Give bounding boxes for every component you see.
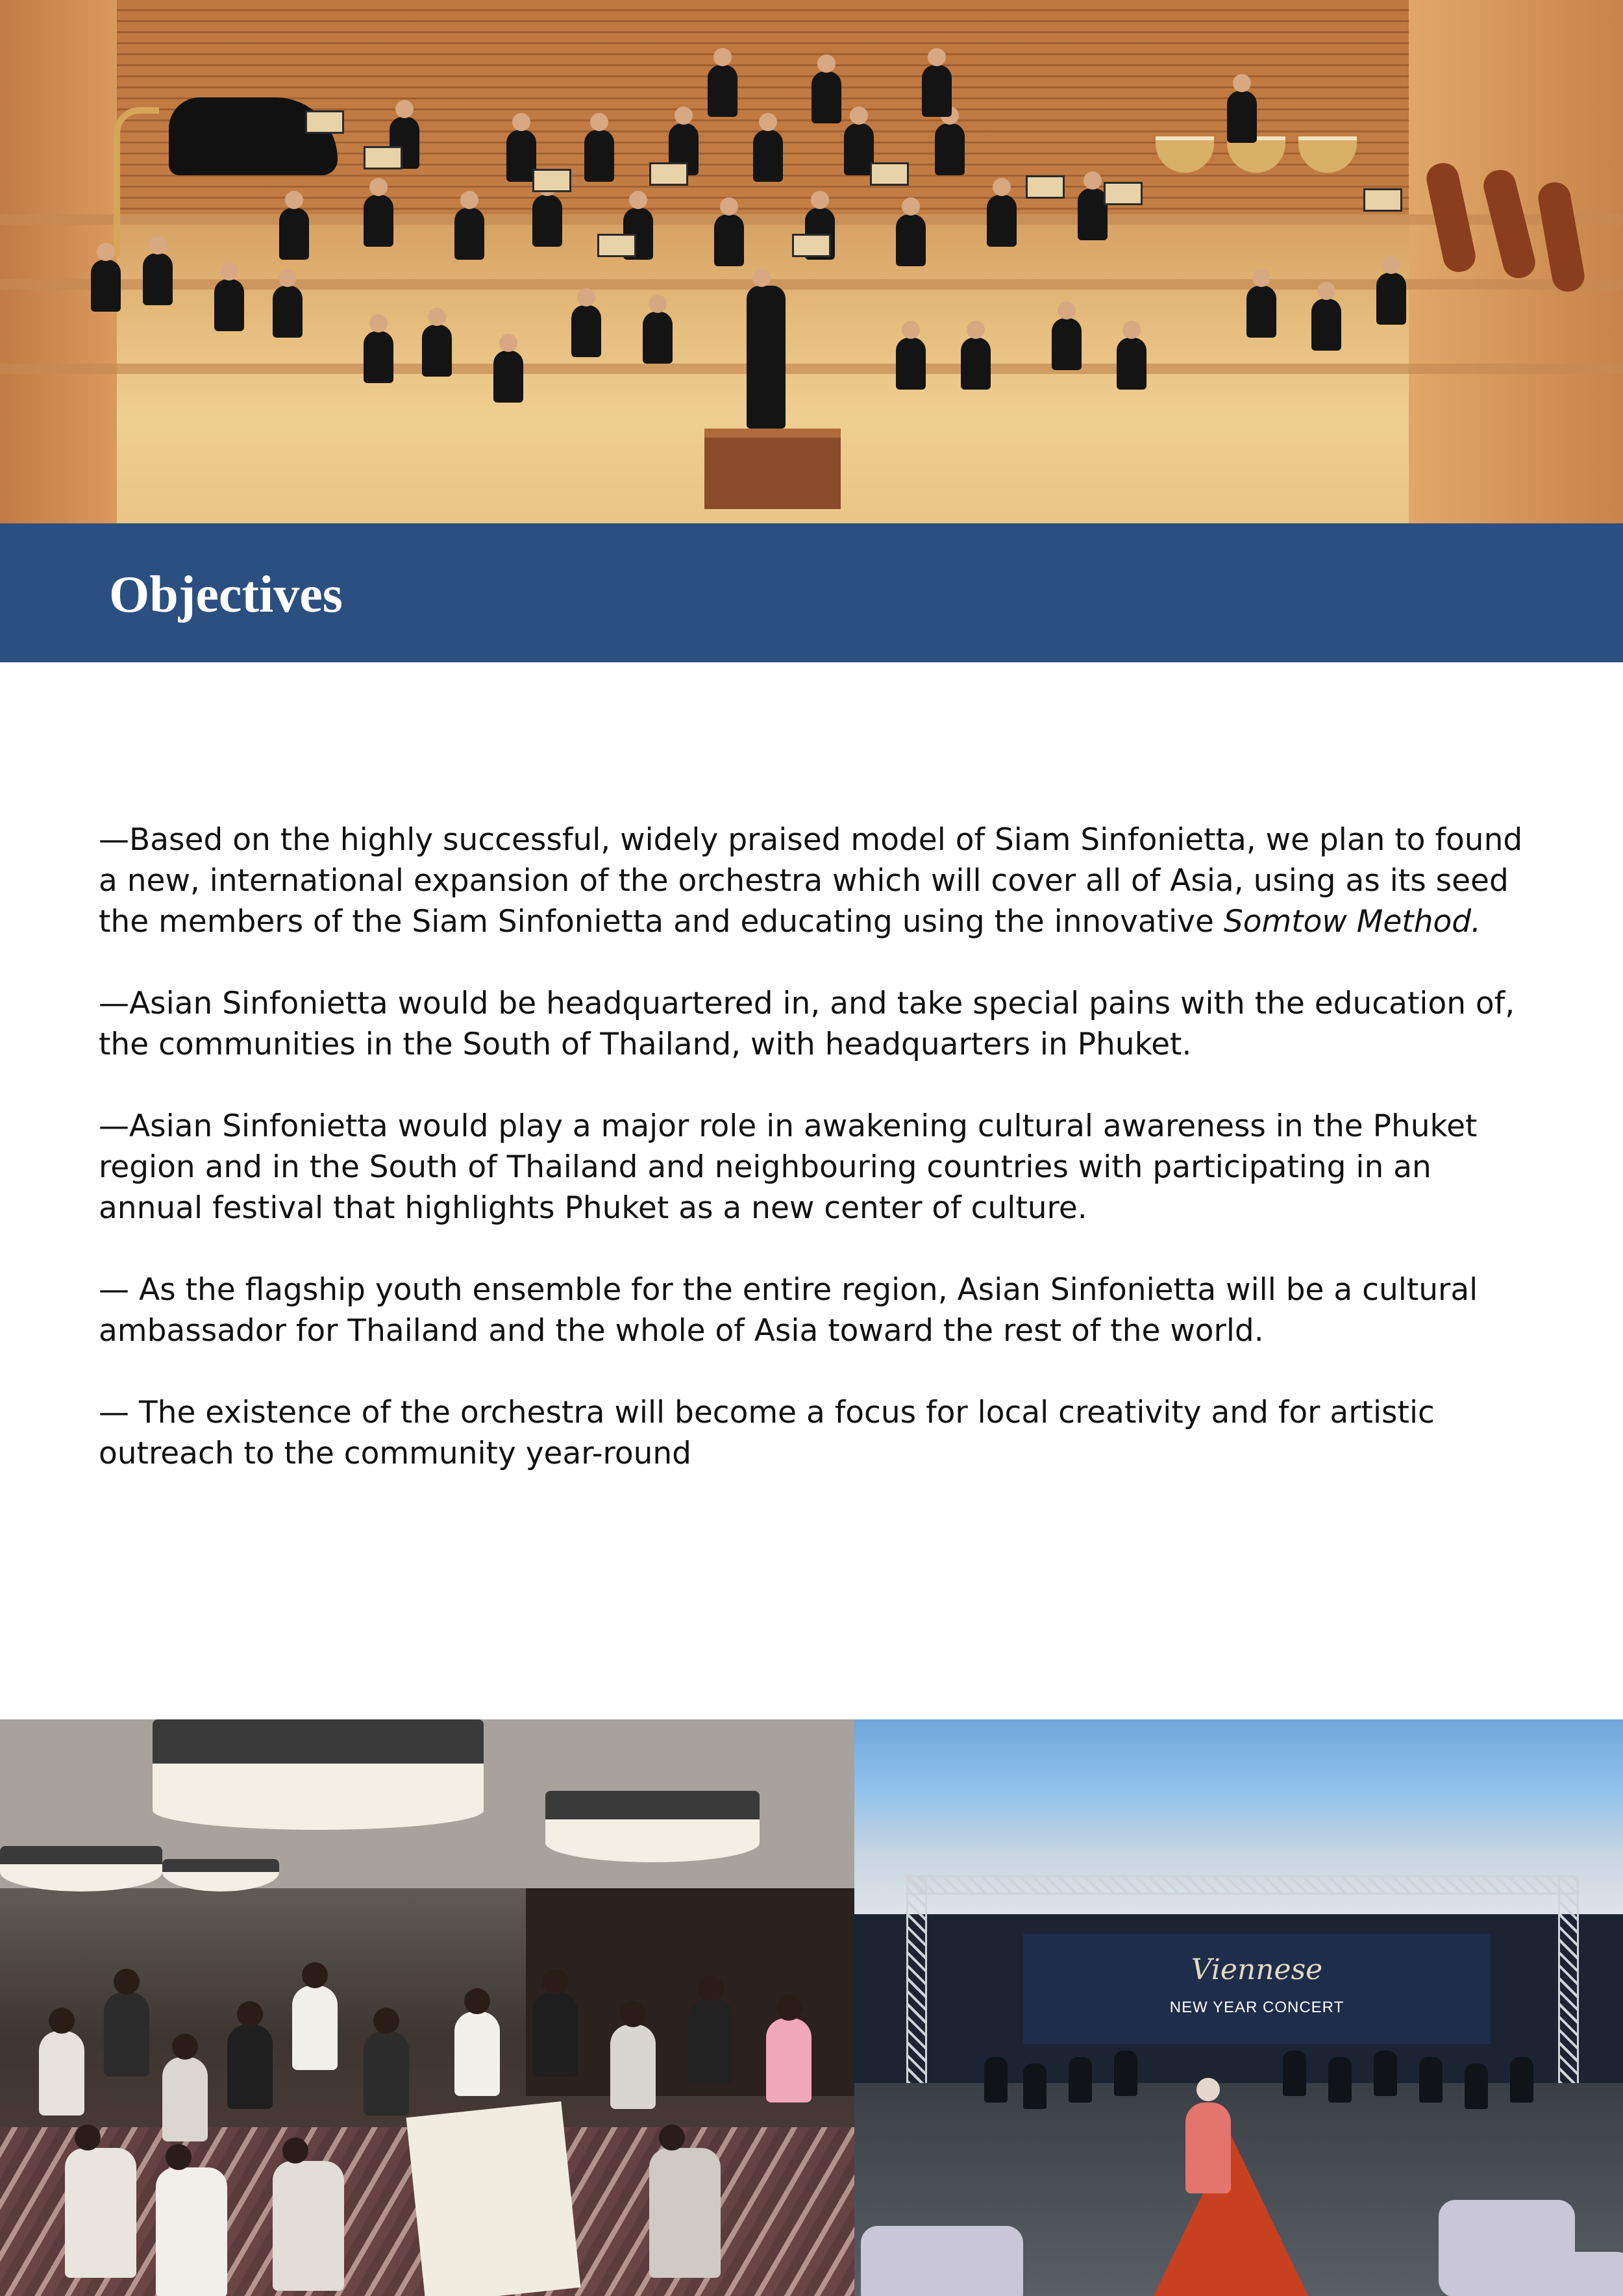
objective-emphasis: Somtow Method. [1223,904,1481,940]
musician [812,71,841,123]
musician [584,130,614,182]
musician [279,208,309,260]
musician [292,1986,338,2070]
musician [143,253,173,305]
musician [984,2057,1008,2103]
conductor [747,286,786,429]
musician [610,2025,656,2109]
musician [104,1992,149,2077]
musician [896,338,926,390]
objective-text: —Based on the highly successful, widely praised model of Siam Sinfonietta, we plan to found a new, international expansion of the orchestra which will cover all of Asia, using as its seed the members of the Siam Sinfonietta and educating using the innovative [99,822,1523,940]
sheet-music [406,2101,581,2296]
musician [714,214,744,266]
musician [91,260,121,312]
musician [454,2012,500,2096]
musician [1023,2064,1047,2109]
musician [493,351,523,403]
objective-item [99,819,1540,942]
music-stand [1104,182,1143,205]
musician [649,2148,721,2278]
page-title: Objectives [109,566,343,623]
musician [896,214,926,266]
music-stand [597,234,636,257]
music-stand [1363,188,1402,212]
pendant-lamp [545,1791,760,1862]
musician [364,195,393,247]
musician [65,2148,136,2278]
musician [1283,2051,1306,2096]
musician [454,208,484,260]
musician [227,2025,273,2109]
lounge-sofa [861,2226,1023,2296]
musician [1069,2057,1092,2103]
musician [214,279,244,331]
music-stand [649,162,688,186]
musician [766,2018,812,2103]
musician [935,123,965,175]
music-stand [305,110,344,134]
rehearsal-photo [0,1719,854,2296]
musician [1052,318,1082,370]
musician [1114,2051,1137,2096]
musician [688,1999,734,2083]
musician [1465,2064,1488,2109]
musician [1117,338,1146,390]
objectives-list [99,819,1540,1515]
musician [1328,2057,1352,2103]
objective-item: — The existence of the orchestra will become a focus for local creativity and for artistic outreach to the community year-round [99,1395,1435,1471]
lounge-sofa [1530,2252,1623,2296]
musician [273,2161,344,2291]
red-carpet [1153,2135,1309,2296]
objective-item: —Asian Sinfonietta would play a major role in awakening cultural awareness in the Phuket region and in the South of Thailand and neighbouring countries with participating in an annual festival that highlights Phuket as a new center of culture. [99,1108,1478,1226]
musician [643,312,673,364]
musician [1510,2057,1533,2103]
musician [364,331,393,383]
musician [708,65,737,117]
musician [273,286,303,338]
objective-item: —Asian Sinfonietta would be headquartered in, and take special pains with the education of, the communities in the South of Thailand, with headquarters in Phuket. [99,986,1515,1062]
musician [364,2031,409,2115]
musician [987,195,1017,247]
musician [961,338,991,390]
musician [571,305,601,357]
conductor [1185,2103,1231,2193]
musician [1374,2051,1397,2096]
pendant-lamp [0,1846,162,1891]
concert-backdrop [1023,1934,1491,2044]
musician [1311,299,1341,351]
musician [422,325,452,377]
musician [39,2031,84,2115]
music-stand [1026,175,1065,199]
orchestra-musicians [0,0,1623,523]
musician [532,195,562,247]
musician [1246,286,1276,338]
music-stand [792,234,831,257]
pendant-lamp [153,1719,484,1830]
musician [753,130,783,182]
musician [1419,2057,1443,2103]
musician [1227,91,1257,143]
musician [532,1992,578,2077]
section-header-band [0,523,1623,662]
music-stand [364,146,403,169]
orchestra-stage-photo [0,0,1623,523]
concert-photo [854,1719,1623,2296]
lighting-truss [906,1875,1575,1895]
backdrop-caption: NEW YEAR CONCERT [1169,1999,1344,2016]
musician [162,2057,208,2141]
objective-item: — As the flagship youth ensemble for the entire region, Asian Sinfonietta will be a cultural ambassador for Thailand and the whole of Asia toward the rest of the world. [99,1272,1478,1349]
music-stand [870,162,909,186]
backdrop-script-title: Viennese [1191,1953,1323,1986]
music-stand [532,169,571,192]
musician [156,2167,227,2296]
musician [922,65,952,117]
musician [1376,273,1406,325]
